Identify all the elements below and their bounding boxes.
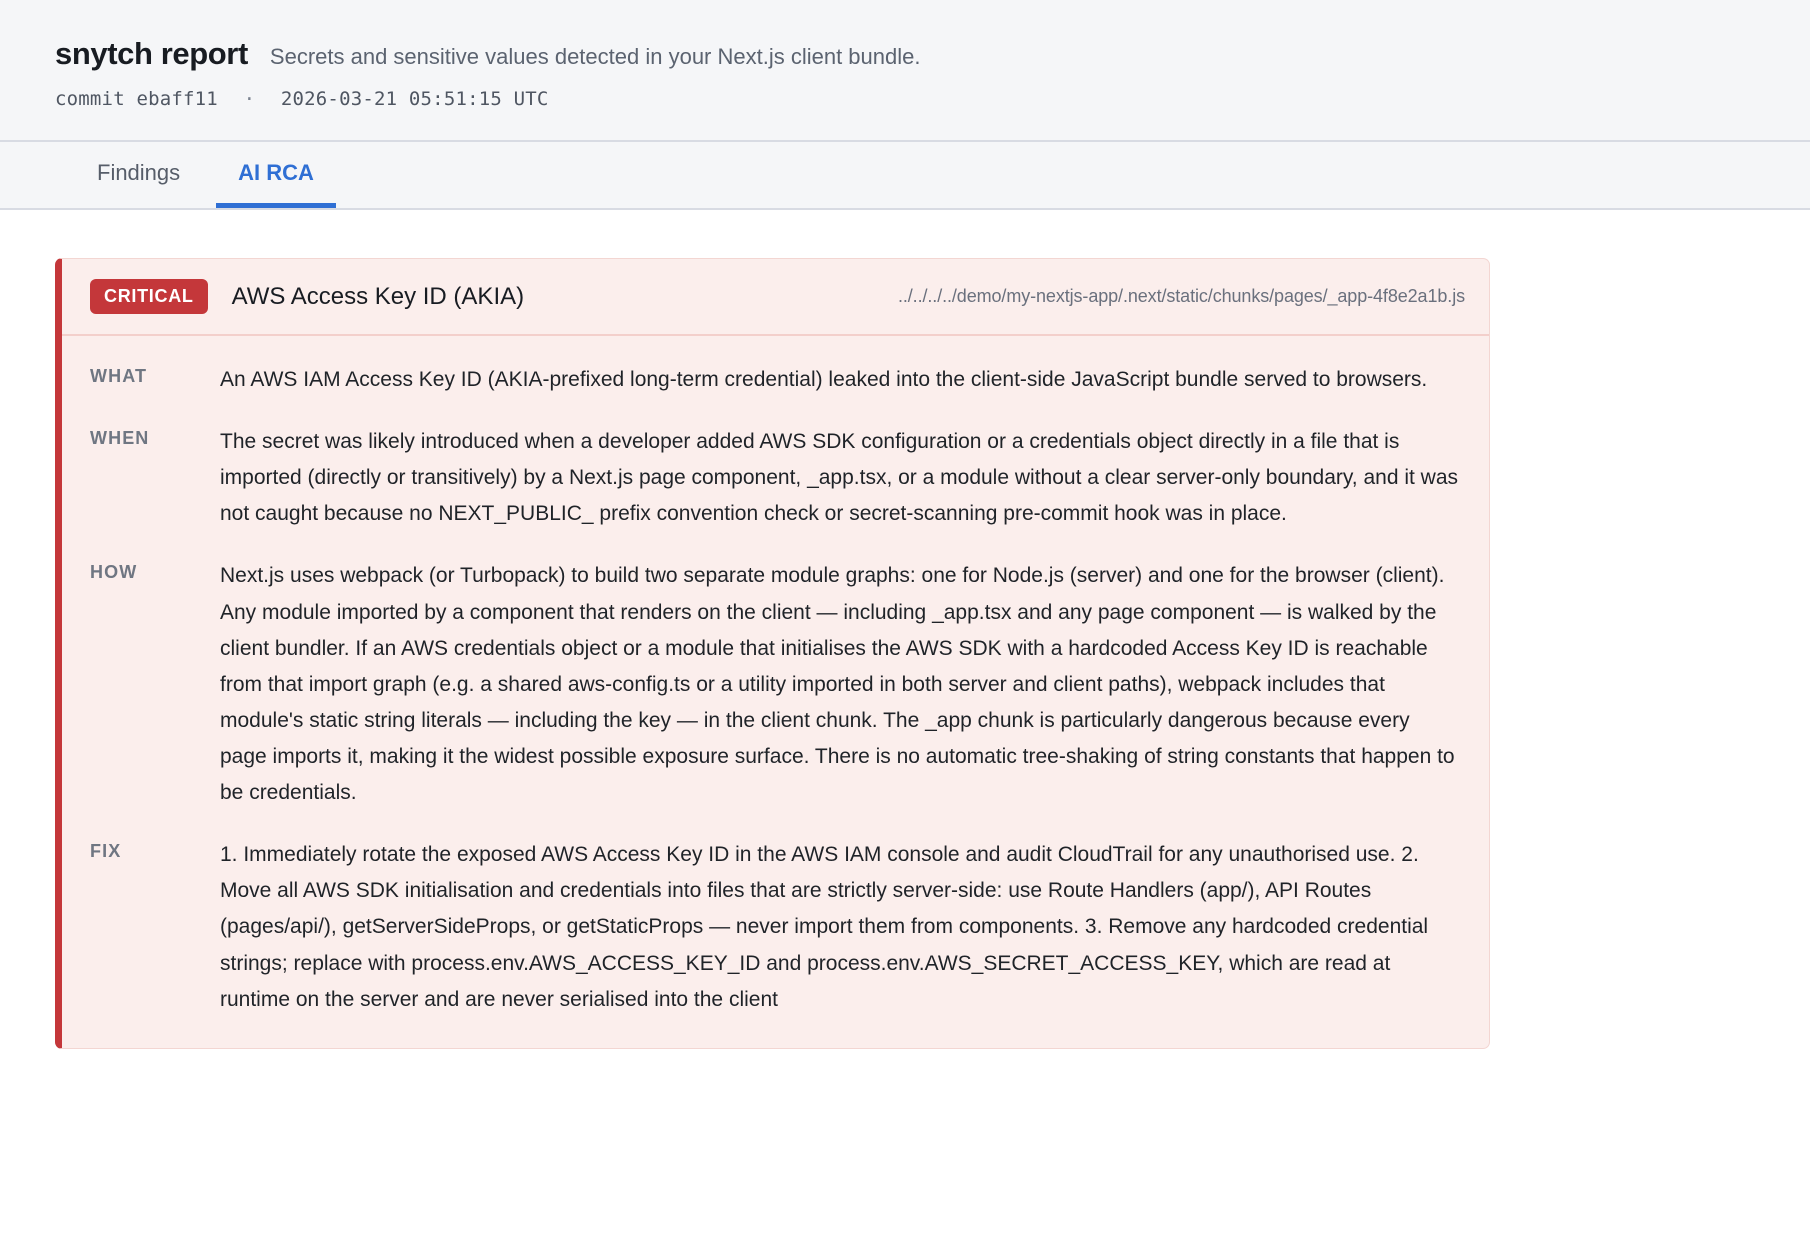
rca-text-fix: 1. Immediately rotate the exposed AWS Access Key ID in the AWS IAM console and audit CloudTrail for any unauthorised use. 2. Move all AWS SDK initialisation and credentials into files that are strictly server-side: use Route Handlers (app/), API Routes (pages/api/), getServerSideProps, or getStaticProps — never import them from components. 3. Remove any hardcoded credential strings; replace with process.env.AWS_ACCESS_KEY_ID and process.env.AWS_SECRET_ACCESS_KEY, which are read at runtime on the server and are never serialised into the client: [220, 843, 1429, 1011]
page-subtitle: Secrets and sensitive values detected in your Next.js client bundle.: [269, 44, 921, 69]
rca-label-when: WHEN: [90, 428, 150, 449]
finding-card-header: [62, 259, 1489, 336]
rca-label-how: HOW: [90, 562, 138, 583]
rca-section-when: [90, 424, 1459, 532]
main-content: [0, 210, 1810, 1049]
tab-findings[interactable]: Findings: [97, 159, 181, 185]
tab-bar: [0, 142, 1810, 210]
meta-separator: ·: [243, 88, 256, 110]
rca-label-what: WHAT: [90, 366, 148, 386]
status-badge: CRITICAL: [90, 279, 208, 314]
rca-text-when: The secret was likely introduced when a developer added AWS SDK configuration or a credentials object directly in a file that is imported (directly or transitively) by a Next.js page component, _app.tsx, or a module without a clear server-only boundary, and it was not caught because no NEXT_PUBLIC_ prefix convention check or secret-scanning pre-commit hook was in place.: [220, 430, 1459, 526]
rca-section-what: [90, 362, 1459, 398]
commit-hash: commit ebaff11: [55, 88, 218, 110]
finding-file-path: ../../../../demo/my-nextjs-app/.next/static/chunks/pages/_app-4f8e2a1b.js: [897, 286, 1465, 306]
commit-meta: [55, 88, 1810, 110]
tab-ai-rca[interactable]: AI RCA: [216, 142, 336, 208]
rca-text-how: Next.js uses webpack (or Turbopack) to build two separate module graphs: one for Node.js (server) and one for the browser (client). Any module imported by a component that renders on the client — including _app.tsx and any page component — is walked by the client bundler. If an AWS credentials object or a module that initialises the AWS SDK with a hardcoded Access Key ID is reachable from that import graph (e.g. a shared aws-config.ts or a utility imported in both server and client paths), webpack includes that module's static string literals — including the key — in the client chunk. The _app chunk is particularly dangerous because every page imports it, making it the widest possible exposure surface. There is no automatic tree-shaking of string constants that happen to be credentials.: [220, 564, 1455, 805]
finding-card-body: [62, 336, 1489, 1048]
rca-label-fix: FIX: [90, 841, 122, 862]
page-header: [0, 0, 1810, 142]
rca-text-what: An AWS IAM Access Key ID (AKIA-prefixed long-term credential) leaked into the client-side JavaScript bundle served to browsers.: [220, 368, 1428, 391]
rca-section-fix: [90, 837, 1459, 1018]
finding-card: [55, 258, 1490, 1049]
rca-section-how: [90, 558, 1459, 811]
report-timestamp: 2026-03-21 05:51:15 UTC: [280, 88, 549, 110]
finding-title: AWS Access Key ID (AKIA): [231, 282, 525, 310]
title-row: [55, 36, 1810, 72]
page-title: snytch report: [55, 36, 248, 71]
